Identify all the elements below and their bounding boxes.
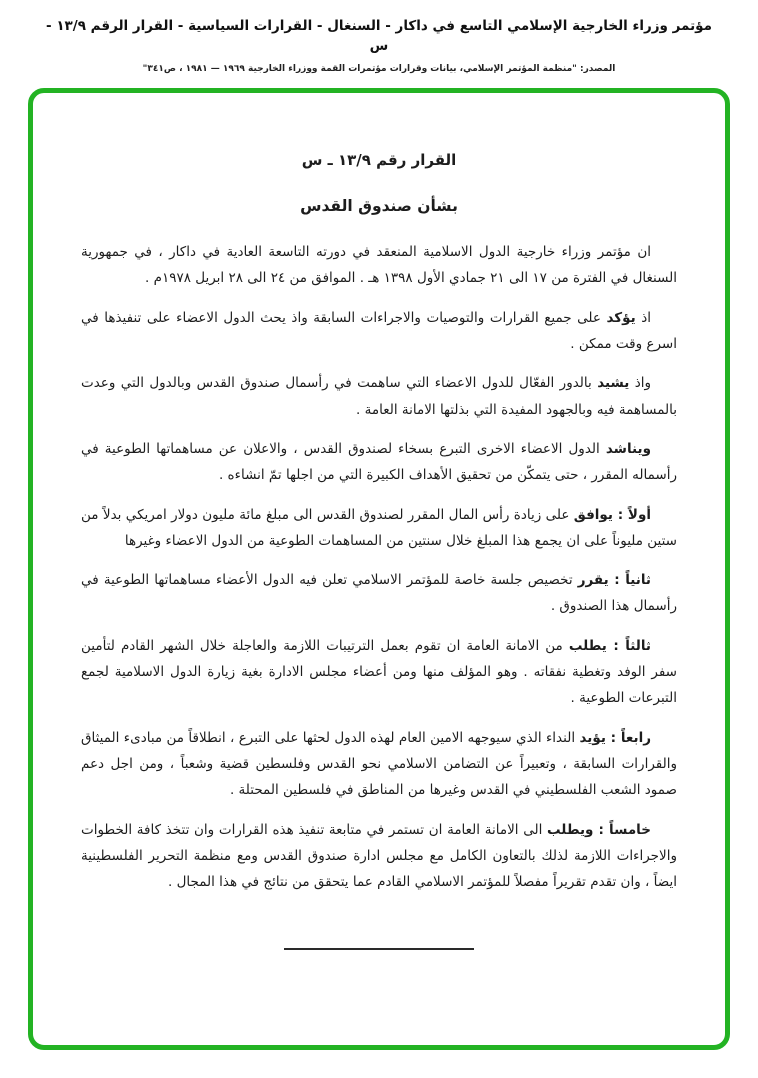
paragraph-text: على جميع القرارات والتوصيات والاجراءات السابقة واذ يحث الدول الاعضاء على تنفيذها في اسرع وقت ممكن . xyxy=(81,309,677,352)
resolution-title: القرار رقم ١٣/٩ ـ س xyxy=(301,151,457,169)
resolution-paragraph-5 xyxy=(81,502,677,555)
paragraph-text: الى الامانة العامة ان تستمر في متابعة تنفيذ هذه القرارات وان تتخذ كافة الخطوات والاجراءات اللازمة لذلك بالتعاون الكامل مع مجلس ادارة صندوق القدس ومع منظمة التحرير الفلسطينية ايضاً ، وان تقدم تقريراً مفصلاً للمؤتمر الاسلامي القادم عما يتحقق من نتائج في هذا المجال . xyxy=(81,821,677,891)
resolution-paragraph-2 xyxy=(81,305,677,358)
paragraph-lead: رابعاً : يؤيد xyxy=(579,729,652,746)
document-content xyxy=(81,151,677,950)
paragraph-lead: يشيد xyxy=(597,375,630,392)
paragraph-text: الدول الاعضاء الاخرى التبرع بسخاء لصندوق القدس ، والاعلان عن مساهماتها الطوعية في رأسماله المقرر ، حتى يتمكّن من تحقيق الأهداف الكبيرة التي من اجلها تمّ انشاءه . xyxy=(81,440,677,484)
end-divider xyxy=(284,948,474,950)
resolution-paragraph-7 xyxy=(81,633,677,712)
paragraph-lead: أولاً : يوافق xyxy=(573,506,651,523)
paragraph-text: ان مؤتمر وزراء خارجية الدول الاسلامية المنعقد في دورته التاسعة العادية في داكار ، في جمهورية السنغال في الفترة من ١٧ الى ٢١ جمادي الأول ١٣٩٨ هـ . الموافق من ٢٤ الى ٢٨ ابريل ١٩٧٨م . xyxy=(81,244,677,287)
paragraph-pre: واذ xyxy=(634,375,652,392)
header-title: مؤتمر وزراء الخارجية الإسلامي التاسع في داكار - السنغال - القرارات السياسية - القرار الرقم ١٣/٩ - س xyxy=(46,18,712,55)
page-header xyxy=(0,16,758,74)
paragraph-text: على زيادة رأس المال المقرر لصندوق القدس الى مبلغ مائة مليون دولار امريكي بدلاً من ستين مليوناً على ان يجمع هذا المبلغ خلال سنتين من المساهمات الطوعية من الدول الاعضاء وغيرها xyxy=(81,506,677,549)
resolution-paragraph-1 xyxy=(81,239,677,292)
resolution-paragraph-9 xyxy=(81,817,677,896)
resolution-paragraph-6 xyxy=(81,567,677,620)
header-source: المصدر: "منظمة المؤتمر الإسلامي، بيانات وقرارات مؤتمرات القمة ووزراء الخارجية ١٩٦٩ — ١٩٨١ ، ص٣٤١" xyxy=(142,63,616,74)
paragraph-lead: ثانياً : يقرر xyxy=(577,572,651,589)
document-frame xyxy=(28,88,730,1050)
paragraph-lead: ويناشد xyxy=(605,440,651,457)
resolution-paragraph-4 xyxy=(81,436,677,489)
paragraph-lead: ثالثاً : يطلب xyxy=(568,637,652,654)
resolution-paragraph-3 xyxy=(81,370,677,423)
paragraph-lead: خامساً : ويطلب xyxy=(547,821,651,838)
resolution-paragraph-8 xyxy=(81,725,677,804)
paragraph-text: بالدور الفعّال للدول الاعضاء التي ساهمت في رأسمال صندوق القدس وبالدول التي وعدت بالمساهمة فيه وبالجهود المفيدة التي بذلتها الامانة العامة . xyxy=(81,375,677,418)
paragraph-text: تخصيص جلسة خاصة للمؤتمر الاسلامي تعلن فيه الدول الأعضاء مساهماتها الطوعية في رأسمال هذا الصندوق . xyxy=(81,572,677,615)
paragraph-pre: اذ xyxy=(641,309,651,326)
paragraph-text: النداء الذي سيوجهه الامين العام لهذه الدول لحثها على التبرع ، انطلاقاً من مبادىء الميثاق والقرارات السابقة ، وتعبيراً عن التضامن الاسلامي نحو القدس وفلسطين قضية وشعباً ، ومن اجل دعم صمود الشعب الفلسطيني في القدس وغيرها من المناطق في فلسطين المحتلة . xyxy=(81,729,677,799)
paragraph-text: من الامانة العامة ان تقوم بعمل الترتيبات اللازمة والعاجلة خلال الشهر القادم لتأمين سفر الوفد وتغطية نفقاته . وهو المؤلف منها ومن أعضاء مجلس الادارة بغية زيارة الدول الاسلامية لجمع التبرعات الطوعية . xyxy=(81,637,677,707)
resolution-subtitle: بشأن صندوق القدس xyxy=(300,197,458,215)
paragraph-lead: يؤكد xyxy=(606,309,636,326)
